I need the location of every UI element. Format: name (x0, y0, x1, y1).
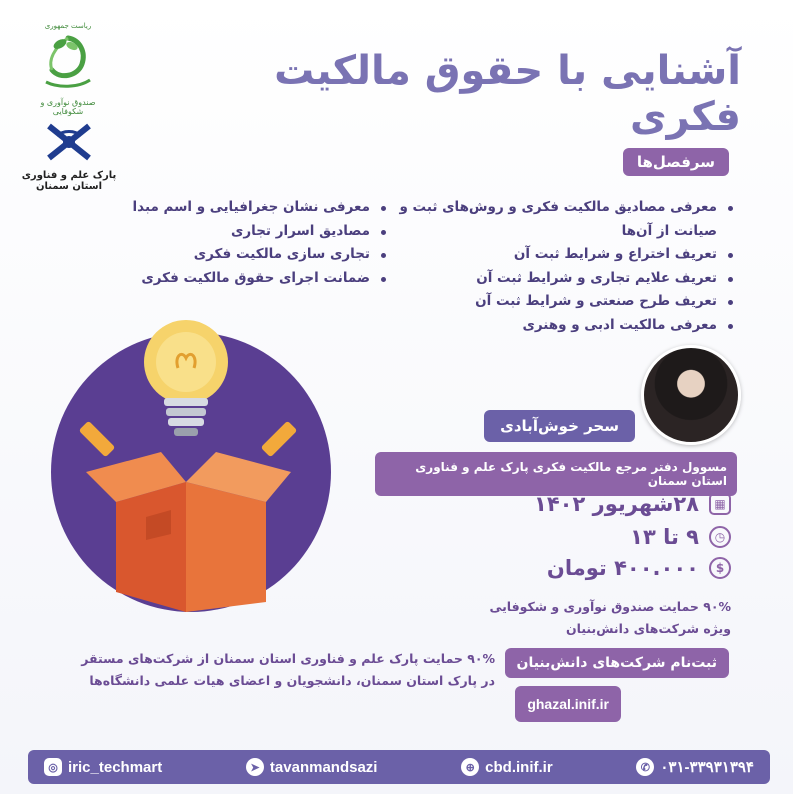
telegram-handle: tavanmandsazi (269, 758, 378, 776)
instagram-handle: iric_techmart (68, 758, 163, 776)
event-date-text: ۲۸شهریور ۱۴۰۲ (534, 492, 699, 516)
park-emblem-icon (39, 118, 99, 164)
instagram-link[interactable] (44, 758, 162, 776)
speaker-role: مسوول دفتر مرجع مالکیت فکری پارک علم و فناوری استان سمنان (375, 452, 737, 496)
topic-item: تعریف طرح صنعتی و شرایط ثبت آن (395, 290, 735, 314)
speaker-photo (641, 345, 741, 445)
topics-list-left (128, 196, 388, 290)
page-title: آشنایی با حقوق مالکیت فکری (274, 48, 741, 140)
website-url: cbd.inif.ir (485, 758, 553, 776)
website-link[interactable] (461, 758, 553, 776)
topic-item: معرفی مصادیق مالکیت فکری و روش‌های ثبت و صیانت از آن‌ها (395, 196, 735, 243)
fund-logo (28, 22, 108, 116)
topic-item: تعریف اختراع و شرایط ثبت آن (395, 243, 735, 267)
topic-item: مصادیق اسرار تجاری (128, 220, 388, 244)
topic-item: تعریف علایم تجاری و شرایط ثبت آن (395, 267, 735, 291)
clock-icon: ◷ (709, 526, 731, 548)
telegram-icon: ➤ (246, 758, 264, 776)
topic-item: معرفی نشان جغرافیایی و اسم مبدا (128, 196, 388, 220)
phone-icon: ✆ (636, 758, 654, 776)
topics-list-right (395, 196, 735, 337)
instagram-icon: ◎ (44, 758, 62, 776)
park-logo (14, 118, 124, 192)
phone-number: ۰۳۱-۳۳۹۳۱۳۹۴ (660, 759, 754, 776)
event-time (630, 525, 731, 549)
phone-link[interactable] (636, 758, 754, 776)
fund-support-text (411, 596, 731, 640)
calendar-icon: ▦ (709, 493, 731, 515)
lightbulb-box-illustration (46, 302, 336, 642)
topic-item: ضمانت اجرای حقوق مالکیت فکری (128, 267, 388, 291)
topic-item: معرفی مالکیت ادبی و وهنری (395, 314, 735, 338)
event-price (547, 556, 731, 580)
event-price-text: ۴۰۰.۰۰۰ تومان (546, 556, 699, 580)
event-time-text: ۹ تا ۱۳ (630, 525, 699, 549)
footer-bar (28, 750, 770, 784)
park-logo-name: پارک علم و فناوری استان سمنان (21, 170, 117, 192)
registration-link[interactable]: ghazal.inif.ir (515, 686, 621, 722)
topic-item: تجاری سازی مالکیت فکری (128, 243, 388, 267)
fund-support-line1: ۹۰% حمایت صندوق نوآوری و شکوفایی (489, 599, 731, 614)
fund-logo-name: صندوق نوآوری و شکوفایی (40, 98, 96, 116)
speaker-name: سحر خوش‌آبادی (484, 410, 635, 442)
fund-logo-top-text: ریاست جمهوری (44, 22, 92, 30)
leaf-logo-icon (38, 30, 98, 92)
event-date (534, 492, 731, 516)
dollar-icon: $ (709, 557, 731, 579)
topics-heading: سرفصل‌ها (623, 148, 729, 176)
park-support-text: ۹۰% حمایت پارک علم و فناوری استان سمنان از شرکت‌های مستقر در پارک استان سمنان، دانشجویان و اعضای هیات علمی دانشگاه‌ها (81, 651, 495, 688)
globe-icon: ⊕ (461, 758, 479, 776)
registration-label: ثبت‌نام شرکت‌های دانش‌بنیان (505, 648, 729, 678)
fund-support-line2: ویژه شرکت‌های دانش‌بنیان (565, 621, 731, 636)
telegram-link[interactable] (246, 758, 378, 776)
